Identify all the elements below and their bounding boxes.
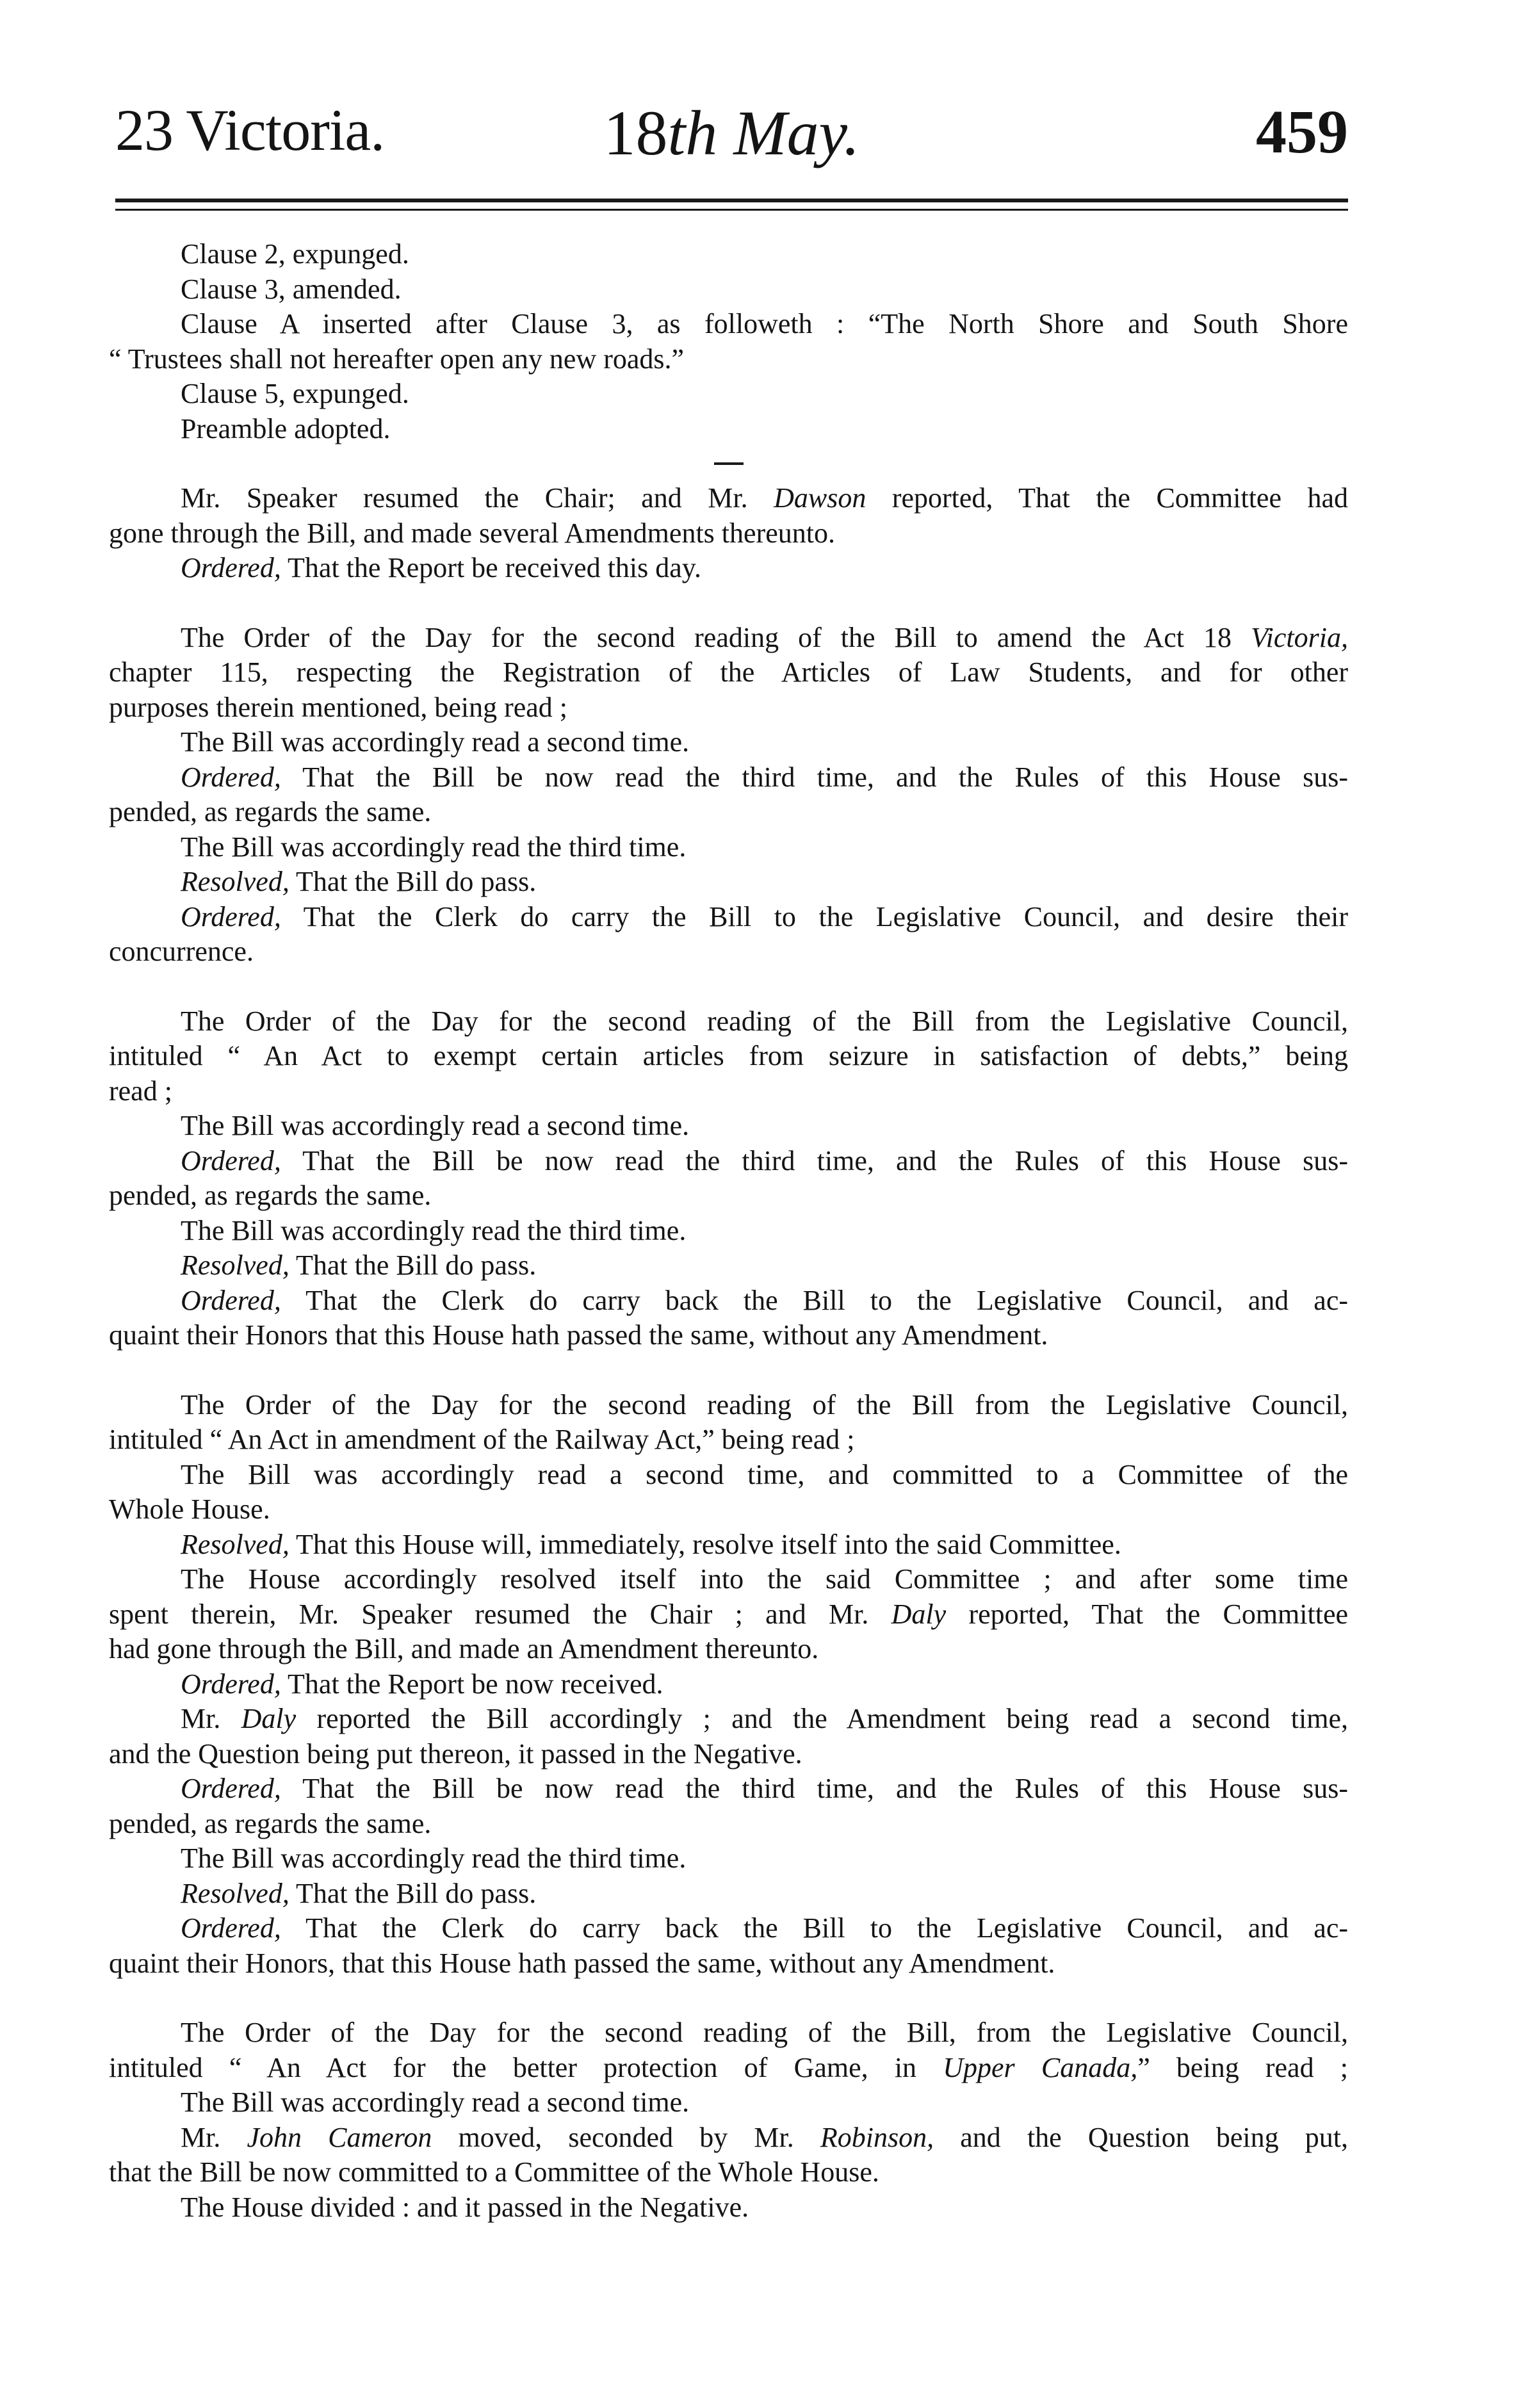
text-line: Ordered, That the Bill be now read the third time, and the Rules of this House sus- <box>181 1773 1348 1804</box>
section-dash <box>714 462 744 465</box>
text-line: The Order of the Day for the second reading of the Bill, from the Legislative Council, <box>181 2017 1348 2048</box>
text-line: Mr. Speaker resumed the Chair; and Mr. Dawson reported, That the Committee had <box>181 482 1348 514</box>
date-suffix: th <box>667 97 718 168</box>
text-line: spent therein, Mr. Speaker resumed the Chair ; and Mr. Daly reported, That the Committee <box>109 1598 1349 1630</box>
railway-paragraph <box>109 1388 1348 1981</box>
law-students-paragraph <box>109 621 1348 970</box>
text-line: intituled “ An Act to exempt certain articles from seizure in satisfaction of debts,” being <box>109 1040 1348 1071</box>
clause-line: Preamble adopted. <box>181 412 391 444</box>
text-line: The Bill was accordingly read the third time. <box>181 831 687 863</box>
text-line: Resolved, That the Bill do pass. <box>181 1249 537 1281</box>
date-heading <box>115 96 1348 170</box>
clause-line: Clause 2, expunged. <box>181 238 409 270</box>
text-line: concurrence. <box>109 936 254 967</box>
text-line: Ordered, That the Report be received this day. <box>181 552 701 583</box>
text-line: The Order of the Day for the second reading of the Bill from the Legislative Council, <box>181 1388 1348 1420</box>
session-label: 23 Victoria. <box>115 97 385 163</box>
text-line: The Bill was accordingly read the third time. <box>181 1843 687 1874</box>
text-line: chapter 115, respecting the Registration of the Articles of Law Students, and for other <box>109 656 1348 688</box>
seizure-paragraph <box>109 1004 1348 1353</box>
text-line: read ; <box>109 1075 172 1107</box>
text-line: Mr. Daly reported the Bill accordingly ; and the Amendment being read a second time, <box>181 1703 1348 1734</box>
clause-line: “ Trustees shall not hereafter open any new roads.” <box>109 343 685 375</box>
text-line: Ordered, That the Clerk do carry back the Bill to the Legislative Council, and ac- <box>181 1912 1348 1944</box>
text-line: The Bill was accordingly read a second time. <box>181 2087 690 2118</box>
game-paragraph <box>109 2015 1348 2225</box>
text-line: The Order of the Day for the second reading of the Bill to amend the Act 18 Victoria, <box>181 621 1348 653</box>
date-day: 18 <box>603 97 668 168</box>
text-line: quaint their Honors that this House hath passed the same, without any Amendment. <box>109 1319 1048 1351</box>
text-line: The House accordingly resolved itself into the said Committee ; and after some time <box>181 1563 1348 1595</box>
text-line: The Bill was accordingly read a second time, and committed to a Committee of the <box>181 1458 1348 1490</box>
text-line: intituled “ An Act for the better protection of Game, in Upper Canada,” being read ; <box>109 2051 1349 2083</box>
text-line: The Bill was accordingly read the third time. <box>181 1214 687 1246</box>
text-line: pended, as regards the same. <box>109 796 432 827</box>
header-rule-thin <box>115 209 1348 211</box>
text-line: Resolved, That this House will, immediately, resolve itself into the said Committee. <box>181 1528 1121 1560</box>
text-line: intituled “ An Act in amendment of the Railway Act,” being read ; <box>109 1424 855 1455</box>
report-paragraph <box>109 481 1348 586</box>
text-line: Whole House. <box>109 1493 270 1525</box>
text-line: The Bill was accordingly read a second time. <box>181 726 690 758</box>
journal-body <box>109 237 1348 2225</box>
text-line: The Order of the Day for the second reading of the Bill from the Legislative Council, <box>181 1005 1348 1037</box>
text-line: Mr. John Cameron moved, seconded by Mr. Robinson, and the Question being put, <box>181 2121 1349 2153</box>
text-line: Ordered, That the Clerk do carry back the Bill to the Legislative Council, and ac- <box>181 1284 1348 1316</box>
committee-clauses <box>109 237 1348 446</box>
header-rule-thick <box>115 199 1348 202</box>
text-line: Ordered, That the Bill be now read the third time, and the Rules of this House sus- <box>181 761 1348 793</box>
text-line: pended, as regards the same. <box>109 1180 432 1211</box>
text-line: The House divided : and it passed in the Negative. <box>181 2191 749 2223</box>
clause-line: Clause 5, expunged. <box>181 378 409 409</box>
text-line: quaint their Honors, that this House hath passed the same, without any Amendment. <box>109 1947 1055 1979</box>
text-line: Ordered, That the Clerk do carry the Bill to the Legislative Council, and desire their <box>181 900 1348 932</box>
page-number: 459 <box>1256 97 1348 166</box>
page-header <box>115 96 1348 167</box>
text-line: Resolved, That the Bill do pass. <box>181 1877 537 1909</box>
clause-line: Clause A inserted after Clause 3, as followeth : “The North Shore and South Shore <box>181 308 1348 339</box>
text-line: pended, as regards the same. <box>109 1807 432 1839</box>
text-line: gone through the Bill, and made several Amendments thereunto. <box>109 517 835 549</box>
text-line: The Bill was accordingly read a second time. <box>181 1110 690 1141</box>
text-line: Resolved, That the Bill do pass. <box>181 866 537 897</box>
clause-line: Clause 3, amended. <box>181 273 402 305</box>
date-month: May. <box>717 97 860 168</box>
text-line: and the Question being put thereon, it passed in the Negative. <box>109 1737 802 1769</box>
text-line: that the Bill be now committed to a Committee of the Whole House. <box>109 2156 879 2188</box>
text-line: Ordered, That the Report be now received. <box>181 1668 663 1700</box>
text-line: had gone through the Bill, and made an Amendment thereunto. <box>109 1633 819 1664</box>
text-line: purposes therein mentioned, being read ; <box>109 691 568 723</box>
text-line: Ordered, That the Bill be now read the third time, and the Rules of this House sus- <box>181 1144 1348 1176</box>
